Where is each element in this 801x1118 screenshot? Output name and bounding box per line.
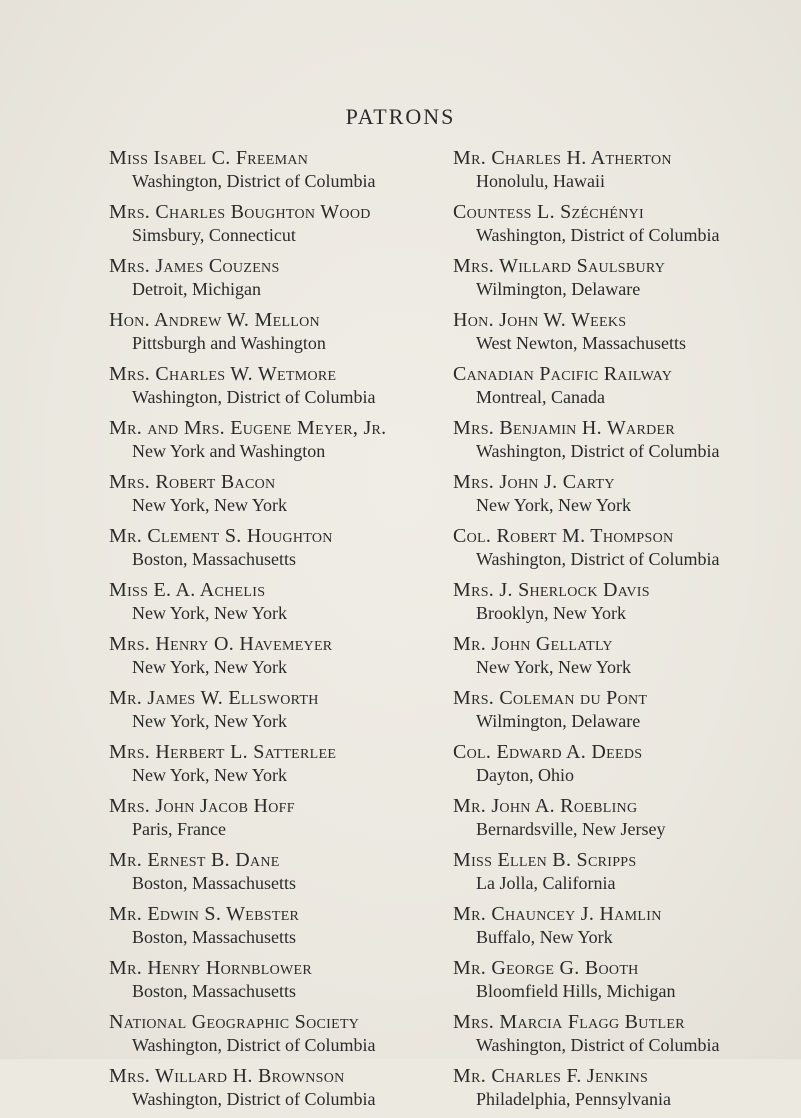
patron-entry [109, 470, 439, 524]
patron-location: Washington, District of Columbia [476, 549, 720, 569]
patron-name: Mrs. John J. Carty [453, 471, 615, 493]
patron-entry [109, 1064, 439, 1118]
patron-name: Miss E. A. Achelis [109, 579, 266, 601]
patron-entry [109, 632, 439, 686]
patron-location: Dayton, Ohio [476, 765, 574, 785]
patron-location: Bloomfield Hills, Michigan [476, 981, 676, 1001]
patron-name: Mrs. Charles W. Wetmore [109, 363, 337, 385]
patron-entry [109, 146, 439, 200]
patron-name: Hon. John W. Weeks [453, 309, 627, 331]
patron-entry [109, 740, 439, 794]
patron-entry [453, 740, 793, 794]
patron-name: Mr. Edwin S. Webster [109, 903, 300, 925]
patron-name: Mr. Charles H. Atherton [453, 147, 672, 169]
patron-location: Washington, District of Columbia [132, 387, 376, 407]
patron-name: Mrs. Benjamin H. Warder [453, 417, 675, 439]
patron-location: Boston, Massachusetts [132, 981, 296, 1001]
patron-name: Mr. John A. Roebling [453, 795, 638, 817]
patron-location: Washington, District of Columbia [132, 1089, 376, 1109]
patron-name: Miss Isabel C. Freeman [109, 147, 309, 169]
patron-list-right [453, 146, 793, 1118]
patron-entry [109, 794, 439, 848]
patron-name: Mrs. Henry O. Havemeyer [109, 633, 333, 655]
patron-entry [109, 956, 439, 1010]
patron-name: Miss Ellen B. Scripps [453, 849, 637, 871]
patron-location: Philadelphia, Pennsylvania [476, 1089, 671, 1109]
patron-name: Mrs. Herbert L. Satterlee [109, 741, 337, 763]
patron-location: West Newton, Massachusetts [476, 333, 687, 353]
patron-name: National Geographic Society [109, 1011, 360, 1033]
patron-entry [109, 578, 439, 632]
patron-name: Mrs. Robert Bacon [109, 471, 276, 493]
patron-entry [109, 308, 439, 362]
patron-name: Mr. Clement S. Houghton [109, 525, 333, 547]
patron-name: Mr. and Mrs. Eugene Meyer, Jr. [109, 417, 387, 439]
patron-location: Honolulu, Hawaii [476, 171, 605, 191]
patron-entry [453, 524, 793, 578]
patron-location: Washington, District of Columbia [476, 1035, 720, 1055]
patron-entry [453, 956, 793, 1010]
patron-entry [453, 1064, 793, 1118]
patron-location: Bernardsville, New Jersey [476, 819, 666, 839]
patron-entry [109, 1010, 439, 1064]
patron-location: New York, New York [132, 603, 288, 623]
patron-entry [453, 254, 793, 308]
patron-name: Hon. Andrew W. Mellon [109, 309, 320, 331]
patron-entry [453, 470, 793, 524]
patron-location: Brooklyn, New York [476, 603, 627, 623]
patron-name: Mr. Henry Hornblower [109, 957, 313, 979]
patron-entry [453, 902, 793, 956]
patron-location: Pittsburgh and Washington [132, 333, 326, 353]
patron-location: La Jolla, California [476, 873, 616, 893]
patron-location: Washington, District of Columbia [476, 441, 720, 461]
patron-location: Wilmington, Delaware [476, 711, 641, 731]
patron-name: Canadian Pacific Railway [453, 363, 673, 385]
patron-location: New York, New York [132, 657, 288, 677]
patron-entry [453, 416, 793, 470]
patron-name: Mrs. Marcia Flagg Butler [453, 1011, 685, 1033]
patron-entry [109, 686, 439, 740]
patron-entry [453, 632, 793, 686]
patron-entry [453, 146, 793, 200]
patron-entry [453, 362, 793, 416]
patron-location: New York, New York [476, 657, 632, 677]
page-title: PATRONS [345, 104, 456, 129]
patron-name: Col. Edward A. Deeds [453, 741, 643, 763]
patron-location: New York, New York [132, 495, 288, 515]
patron-name: Mrs. Willard Saulsbury [453, 255, 666, 277]
patron-entry [109, 362, 439, 416]
patron-entry [453, 686, 793, 740]
patron-entry [453, 578, 793, 632]
patron-entry [109, 254, 439, 308]
patron-location: Detroit, Michigan [132, 279, 261, 299]
patron-location: Paris, France [132, 819, 226, 839]
patron-entry [109, 416, 439, 470]
patron-name: Mrs. Willard H. Brownson [109, 1065, 345, 1087]
patron-name: Mr. Charles F. Jenkins [453, 1065, 649, 1087]
patron-entry [109, 902, 439, 956]
patron-name: Col. Robert M. Thompson [453, 525, 674, 547]
patron-entry [109, 524, 439, 578]
patron-location: Boston, Massachusetts [132, 927, 296, 947]
patron-location: Wilmington, Delaware [476, 279, 641, 299]
patron-location: New York and Washington [132, 441, 326, 461]
patron-location: New York, New York [132, 765, 288, 785]
patron-location: Montreal, Canada [476, 387, 605, 407]
patron-entry [453, 848, 793, 902]
patron-location: Simsbury, Connecticut [132, 225, 296, 245]
patron-name: Mr. Ernest B. Dane [109, 849, 280, 871]
patron-location: Buffalo, New York [476, 927, 613, 947]
patron-name: Mrs. J. Sherlock Davis [453, 579, 650, 601]
patron-entry [109, 200, 439, 254]
patron-name: Countess L. Széchényi [453, 201, 644, 223]
patron-name: Mr. James W. Ellsworth [109, 687, 319, 709]
patron-entry [109, 848, 439, 902]
patron-name: Mr. Chauncey J. Hamlin [453, 903, 662, 925]
patron-name: Mr. George G. Booth [453, 957, 639, 979]
patron-entry [453, 794, 793, 848]
patron-name: Mrs. John Jacob Hoff [109, 795, 295, 817]
patron-list-left [109, 146, 439, 1118]
patron-location: Washington, District of Columbia [476, 225, 720, 245]
patron-location: Washington, District of Columbia [132, 1035, 376, 1055]
patron-entry [453, 1010, 793, 1064]
patron-name: Mr. John Gellatly [453, 633, 613, 655]
patron-location: New York, New York [132, 711, 288, 731]
patron-name: Mrs. Coleman du Pont [453, 687, 648, 709]
patron-location: Boston, Massachusetts [132, 549, 296, 569]
patron-name: Mrs. James Couzens [109, 255, 280, 277]
patron-entry [453, 308, 793, 362]
patron-location: Boston, Massachusetts [132, 873, 296, 893]
patron-name: Mrs. Charles Boughton Wood [109, 201, 371, 223]
patron-location: New York, New York [476, 495, 632, 515]
patron-entry [453, 200, 793, 254]
patron-location: Washington, District of Columbia [132, 171, 376, 191]
